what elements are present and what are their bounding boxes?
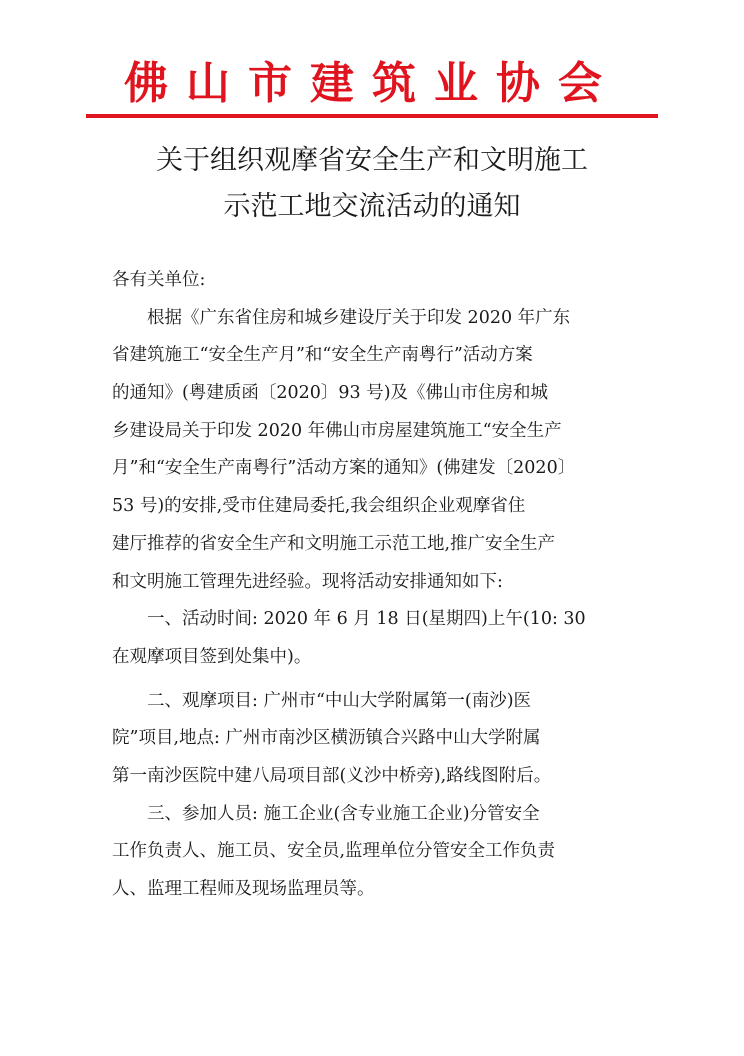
document-body [112, 262, 632, 909]
paragraph-line: 工作负责人、施工员、安全员,监理单位分管安全工作负责 [112, 841, 556, 862]
paragraph-line: 省建筑施工“安全生产月”和“安全生产南粤行”活动方案 [112, 345, 533, 366]
title-line-1: 关于组织观摩省安全生产和文明施工 [156, 145, 588, 176]
paragraph-line: 院”项目,地点: 广州市南沙区横沥镇合兴路中山大学附属 [112, 728, 541, 749]
document-title [0, 138, 744, 230]
paragraph-line: 的通知》(粤建质函〔2020〕93 号)及《佛山市住房和城 [112, 383, 549, 404]
paragraph-line: 在观摩项目签到处集中)。 [112, 646, 312, 667]
paragraph-line: 二、观摩项目: 广州市“中山大学附属第一(南沙)医 [112, 690, 532, 711]
org-header-title: 佛山市建筑业协会 [124, 58, 620, 109]
paragraph-line: 乡建设局关于印发 2020 年佛山市房屋建筑施工“安全生产 [112, 420, 562, 441]
title-line-2: 示范工地交流活动的通知 [223, 191, 521, 222]
paragraph-line: 和文明施工管理先进经验。现将活动安排通知如下: [112, 571, 503, 592]
paragraph-line: 一、活动时间: 2020 年 6 月 18 日(星期四)上午(10: 30 [112, 609, 586, 630]
salutation: 各有关单位: [112, 270, 206, 290]
paragraph-line: 建厅推荐的省安全生产和文明施工示范工地,推广安全生产 [112, 533, 556, 554]
item-observation-project [112, 683, 632, 796]
item-participants [112, 796, 632, 909]
paragraph-basis [112, 300, 632, 602]
item-activity-time [112, 601, 632, 676]
paragraph-line: 三、参加人员: 施工企业(含专业施工企业)分管安全 [112, 803, 540, 824]
paragraph-line: 人、监理工程师及现场监理员等。 [112, 879, 375, 899]
paragraph-line: 第一南沙医院中建八局项目部(义沙中桥旁),路线图附后。 [112, 765, 552, 786]
paragraph-line: 53 号)的安排,受市住建局委托,我会组织企业观摩省住 [112, 496, 526, 517]
header-red-rule [86, 114, 658, 118]
paragraph-line: 根据《广东省住房和城乡建设厅关于印发 2020 年广东 [112, 307, 571, 328]
paragraph-line: 月”和“安全生产南粤行”活动方案的通知》(佛建发〔2020〕 [112, 458, 576, 479]
